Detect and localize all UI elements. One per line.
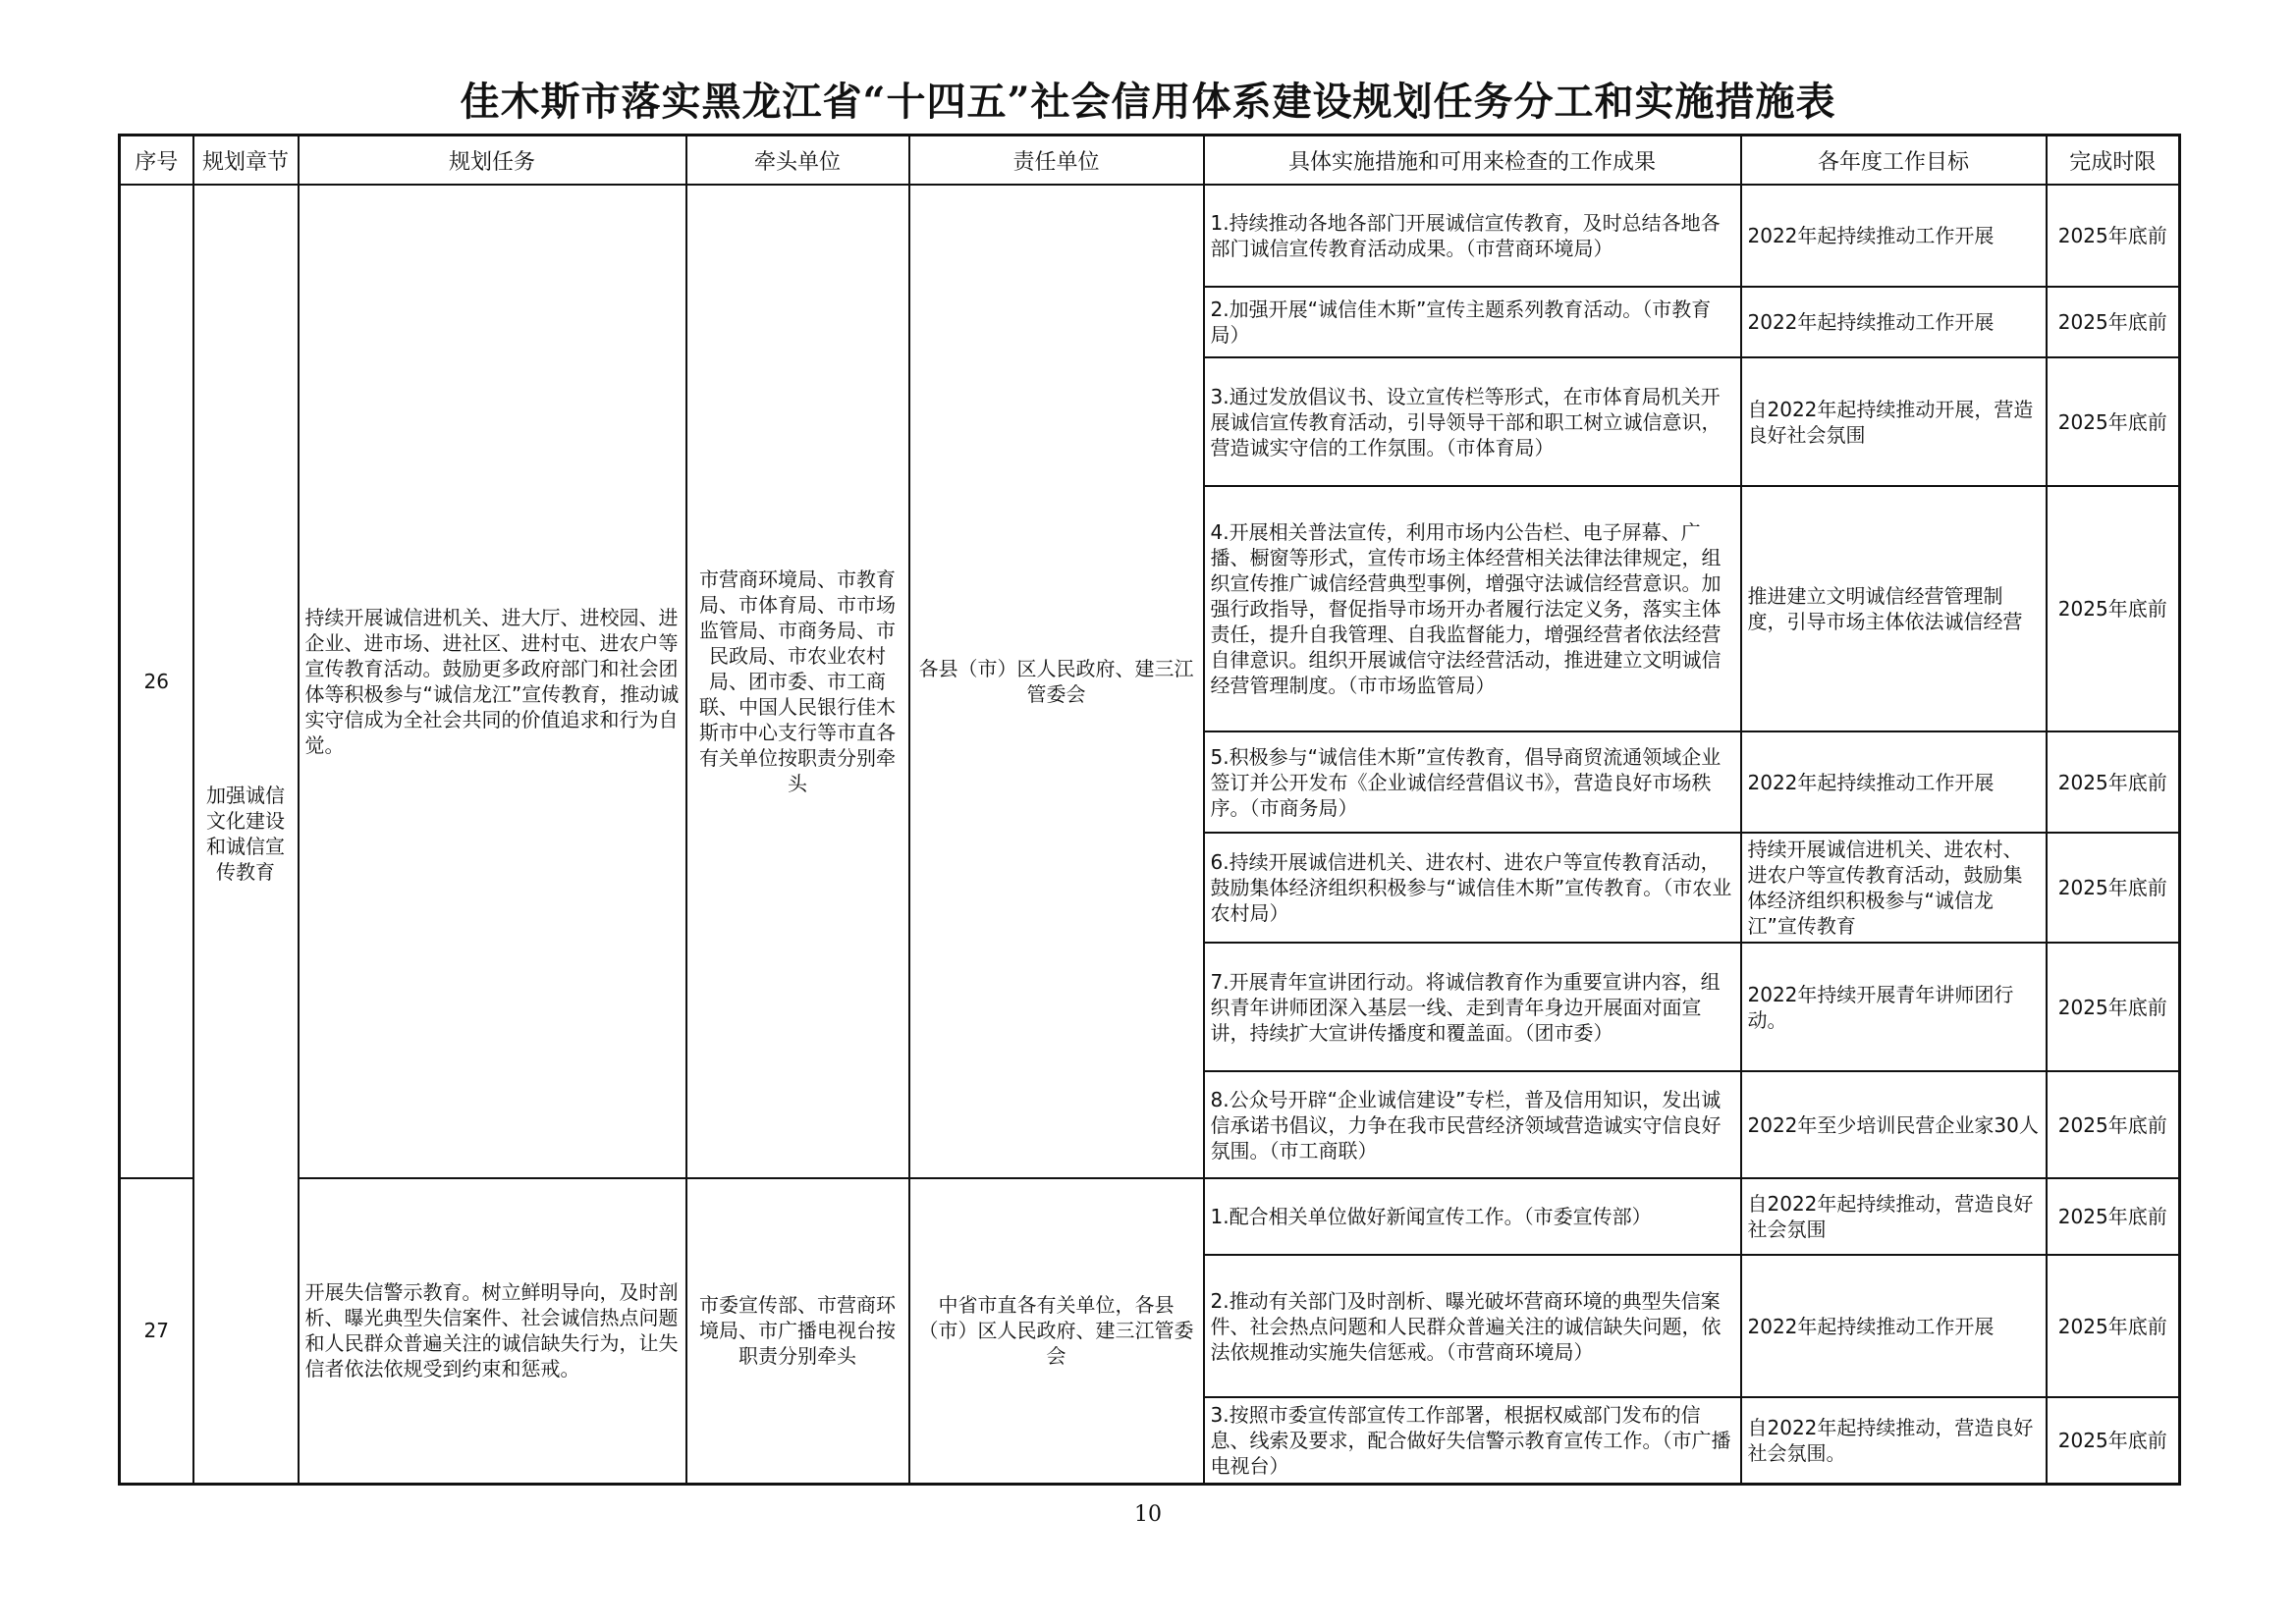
goal-cell: 自2022年起持续推动开展，营造良好社会氛围 bbox=[1741, 357, 2047, 486]
header-cell-lead: 牵头单位 bbox=[686, 135, 909, 186]
header-cell-chapter: 规划章节 bbox=[193, 135, 299, 186]
goal-cell: 2022年至少培训民营企业家30人 bbox=[1741, 1071, 2047, 1178]
responsible-unit-cell: 中省市直各有关单位，各县（市）区人民政府、建三江管委会 bbox=[909, 1178, 1204, 1484]
deadline-cell: 2025年底前 bbox=[2047, 357, 2180, 486]
goal-cell: 2022年起持续推动工作开展 bbox=[1741, 185, 2047, 287]
deadline-cell: 2025年底前 bbox=[2047, 185, 2180, 287]
deadline-cell: 2025年底前 bbox=[2047, 1071, 2180, 1178]
deadline-cell: 2025年底前 bbox=[2047, 731, 2180, 833]
measure-cell: 4.开展相关普法宣传，利用市场内公告栏、电子屏幕、广播、橱窗等形式，宣传市场主体经营相关法律法律规定，组织宣传推广诚信经营典型事例，增强守法诚信经营意识。加强行政指导，督促指导市场开办者履行法定义务，落实主体责任，提升自我管理、自我监督能力，增强经营者依法经营自律意识。组织开展诚信守法经营活动，推进建立文明诚信经营管理制度。（市市场监管局） bbox=[1204, 486, 1741, 731]
measure-cell: 6.持续开展诚信进机关、进农村、进农户等宣传教育活动，鼓励集体经济组织积极参与“诚信佳木斯”宣传教育。（市农业农村局） bbox=[1204, 833, 1741, 943]
measure-cell: 3.按照市委宣传部宣传工作部署，根据权威部门发布的信息、线索及要求，配合做好失信警示教育宣传工作。（市广播电视台） bbox=[1204, 1397, 1741, 1484]
task-table bbox=[118, 134, 2181, 1486]
goal-cell: 推进建立文明诚信经营管理制度，引导市场主体依法诚信经营 bbox=[1741, 486, 2047, 731]
goal-cell: 2022年起持续推动工作开展 bbox=[1741, 1255, 2047, 1397]
table-row bbox=[120, 185, 2180, 287]
task-cell: 开展失信警示教育。树立鲜明导向，及时剖析、曝光典型失信案件、社会诚信热点问题和人民群众普遍关注的诚信缺失行为，让失信者依法依规受到约束和惩戒。 bbox=[299, 1178, 686, 1484]
goal-cell: 持续开展诚信进机关、进农村、进农户等宣传教育活动，鼓励集体经济组织积极参与“诚信龙江”宣传教育 bbox=[1741, 833, 2047, 943]
header-row bbox=[120, 135, 2180, 186]
header-cell-measure: 具体实施措施和可用来检查的工作成果 bbox=[1204, 135, 1741, 186]
row-number: 27 bbox=[120, 1178, 193, 1484]
header-cell-deadline: 完成时限 bbox=[2047, 135, 2180, 186]
header-cell-resp: 责任单位 bbox=[909, 135, 1204, 186]
row-number: 26 bbox=[120, 185, 193, 1178]
measure-cell: 3.通过发放倡议书、设立宣传栏等形式，在市体育局机关开展诚信宣传教育活动，引导领导干部和职工树立诚信意识，营造诚实守信的工作氛围。（市体育局） bbox=[1204, 357, 1741, 486]
measure-cell: 1.持续推动各地各部门开展诚信宣传教育，及时总结各地各部门诚信宣传教育活动成果。（市营商环境局） bbox=[1204, 185, 1741, 287]
measure-cell: 8.公众号开辟“企业诚信建设”专栏，普及信用知识，发出诚信承诺书倡议，力争在我市民营经济领域营造诚实守信良好氛围。（市工商联） bbox=[1204, 1071, 1741, 1178]
page-title: 佳木斯市落实黑龙江省“十四五”社会信用体系建设规划任务分工和实施措施表 bbox=[460, 79, 1836, 125]
lead-unit-cell: 市营商环境局、市教育局、市体育局、市市场监管局、市商务局、市民政局、市农业农村局、团市委、市工商联、中国人民银行佳木斯市中心支行等市直各有关单位按职责分别牵头 bbox=[686, 185, 909, 1178]
header-cell-task: 规划任务 bbox=[299, 135, 686, 186]
deadline-cell: 2025年底前 bbox=[2047, 833, 2180, 943]
deadline-cell: 2025年底前 bbox=[2047, 1397, 2180, 1484]
measure-cell: 7.开展青年宣讲团行动。将诚信教育作为重要宣讲内容，组织青年讲师团深入基层一线、走到青年身边开展面对面宣讲，持续扩大宣讲传播度和覆盖面。（团市委） bbox=[1204, 943, 1741, 1071]
task-cell: 持续开展诚信进机关、进大厅、进校园、进企业、进市场、进社区、进村屯、进农户等宣传教育活动。鼓励更多政府部门和社会团体等积极参与“诚信龙江”宣传教育，推动诚实守信成为全社会共同的价值追求和行为自觉。 bbox=[299, 185, 686, 1178]
goal-cell: 2022年起持续推动工作开展 bbox=[1741, 731, 2047, 833]
goal-cell: 自2022年起持续推动，营造良好社会氛围。 bbox=[1741, 1397, 2047, 1484]
chapter-cell: 加强诚信文化建设和诚信宣传教育 bbox=[193, 185, 299, 1484]
page-number: 10 bbox=[1134, 1502, 1162, 1527]
goal-cell: 自2022年起持续推动，营造良好社会氛围 bbox=[1741, 1178, 2047, 1255]
deadline-cell: 2025年底前 bbox=[2047, 1178, 2180, 1255]
measure-cell: 1.配合相关单位做好新闻宣传工作。（市委宣传部） bbox=[1204, 1178, 1741, 1255]
deadline-cell: 2025年底前 bbox=[2047, 1255, 2180, 1397]
measure-cell: 2.推动有关部门及时剖析、曝光破坏营商环境的典型失信案件、社会热点问题和人民群众普遍关注的诚信缺失问题，依法依规推动实施失信惩戒。（市营商环境局） bbox=[1204, 1255, 1741, 1397]
lead-unit-cell: 市委宣传部、市营商环境局、市广播电视台按职责分别牵头 bbox=[686, 1178, 909, 1484]
measure-cell: 5.积极参与“诚信佳木斯”宣传教育，倡导商贸流通领域企业签订并公开发布《企业诚信经营倡议书》，营造良好市场秩序。（市商务局） bbox=[1204, 731, 1741, 833]
header-cell-goal: 各年度工作目标 bbox=[1741, 135, 2047, 186]
measure-cell: 2.加强开展“诚信佳木斯”宣传主题系列教育活动。（市教育局） bbox=[1204, 287, 1741, 357]
responsible-unit-cell: 各县（市）区人民政府、建三江管委会 bbox=[909, 185, 1204, 1178]
header-cell-num: 序号 bbox=[120, 135, 193, 186]
deadline-cell: 2025年底前 bbox=[2047, 287, 2180, 357]
deadline-cell: 2025年底前 bbox=[2047, 486, 2180, 731]
goal-cell: 2022年持续开展青年讲师团行动。 bbox=[1741, 943, 2047, 1071]
goal-cell: 2022年起持续推动工作开展 bbox=[1741, 287, 2047, 357]
table-row bbox=[120, 1178, 2180, 1255]
deadline-cell: 2025年底前 bbox=[2047, 943, 2180, 1071]
